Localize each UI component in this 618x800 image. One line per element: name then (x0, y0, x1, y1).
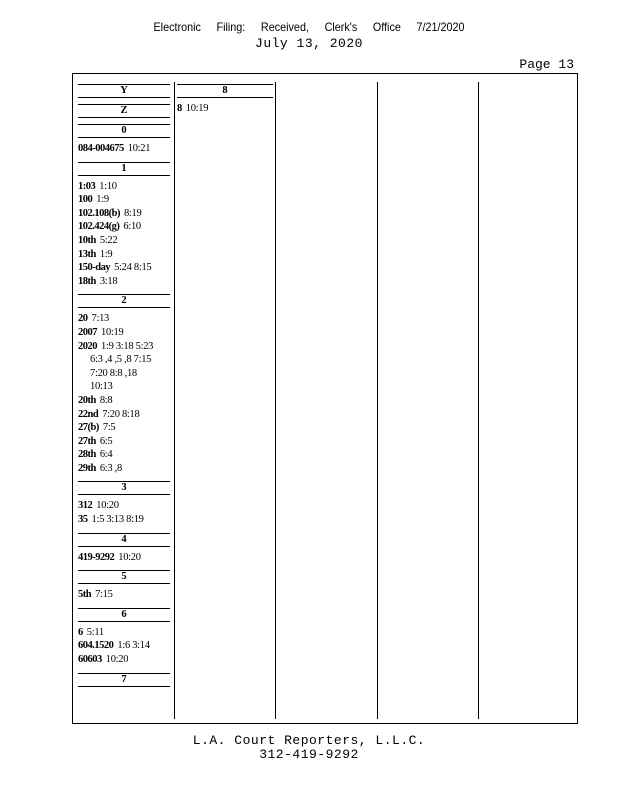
index-entry (177, 102, 273, 116)
page-line-refs: 6:10 (123, 221, 141, 233)
court-reporter-name: L.A. Court Reporters, L.L.C. (192, 733, 426, 748)
court-reporter-phone: 312-419-9292 (259, 747, 359, 762)
index-word: 22nd (78, 408, 99, 420)
page-line-refs: 10:20 (118, 551, 141, 563)
index-word: 10th (78, 234, 96, 246)
index-entry (78, 653, 170, 667)
page-line-refs: 1:9 3:18 5:23 (101, 340, 154, 352)
section-letter: 5 (78, 570, 170, 584)
index-word: 8 (177, 103, 182, 114)
index-word: 20 (78, 313, 88, 325)
index-section (78, 104, 170, 118)
document-date: July 13, 2020 (255, 36, 363, 51)
index-entry (78, 421, 170, 435)
page-line-refs: 10:19 (101, 326, 124, 338)
index-entry (78, 462, 170, 476)
page-line-refs: 5:22 (99, 234, 118, 246)
page-line-refs: 5:11 (86, 626, 104, 638)
index-word: 312 (78, 500, 93, 512)
page-line-refs: 7:20 8:8 ,18 (90, 367, 137, 379)
index-word: 27(b) (78, 422, 99, 434)
index-entry (78, 180, 170, 194)
index-section (78, 84, 170, 98)
index-entry (78, 275, 170, 289)
index-entry (78, 248, 170, 262)
index-section (78, 124, 170, 156)
page-line-refs: 1:5 3:13 8:19 (91, 514, 144, 526)
section-letter: Y (78, 84, 170, 98)
page-line-refs: 1:6 3:14 (117, 640, 150, 652)
page-line-refs: 6:4 (99, 449, 113, 461)
page-number: Page 13 (519, 57, 574, 72)
page-line-refs: 7:15 (95, 589, 113, 601)
page-line-refs: 6:3 ,4 ,5 ,8 7:15 (90, 354, 152, 366)
index-entry (78, 448, 170, 462)
index-word: 29th (78, 462, 96, 474)
section-letter: 2 (78, 294, 170, 308)
section-letter: 3 (78, 481, 170, 495)
section-letter: 4 (78, 533, 170, 547)
stamp-word: Electronic (153, 20, 201, 34)
stamp-word: 7/21/2020 (416, 20, 465, 34)
page-line-refs: 8:19 (123, 207, 142, 219)
page-line-refs: 7:20 8:18 (102, 408, 140, 420)
section-letter: 0 (78, 124, 170, 138)
index-entry (78, 513, 170, 527)
index-entry (78, 312, 170, 326)
stamp-word: Filing: (216, 20, 246, 34)
index-word: 102.108(b) (78, 207, 120, 219)
page-line-refs: 10:20 (96, 500, 119, 512)
page-line-refs: 1:9 (96, 194, 109, 206)
index-word: 35 (78, 514, 88, 526)
index-word: 1:03 (78, 180, 96, 192)
index-word: 27th (78, 435, 96, 447)
index-section (78, 162, 170, 289)
index-column-1 (78, 84, 170, 693)
index-word: 5th (78, 589, 92, 601)
page-line-refs: 7:13 (91, 313, 109, 325)
index-section (177, 84, 273, 116)
column-divider (478, 82, 479, 719)
page-line-refs: 3:18 (99, 275, 118, 287)
index-word: 6 (78, 626, 83, 638)
index-entry (78, 261, 170, 275)
index-section (78, 608, 170, 667)
page-line-refs: 6:5 (99, 435, 113, 447)
page-line-refs: 7:5 (102, 422, 116, 434)
index-word: 100 (78, 194, 93, 206)
index-entry (78, 193, 170, 207)
index-section (78, 673, 170, 687)
index-entry (78, 588, 170, 602)
page-line-refs: 6:3 ,8 (99, 462, 122, 474)
index-entry (78, 626, 170, 640)
stamp-word: Clerk's (324, 20, 358, 34)
index-word: 20th (78, 394, 96, 406)
index-word: 2007 (78, 326, 97, 338)
column-divider (275, 82, 276, 719)
page-line-refs: 8:8 (99, 394, 113, 406)
section-letter: 7 (78, 673, 170, 687)
index-word: 419-9292 (78, 551, 115, 563)
index-word: 150-day (78, 262, 111, 274)
index-entry (78, 220, 170, 234)
index-word: 13th (78, 248, 96, 260)
index-entry (78, 435, 170, 449)
page-line-refs: 1:10 (99, 180, 117, 192)
page-line-refs: 1:9 (99, 248, 113, 260)
stamp-word: Received, (260, 20, 309, 34)
index-word: 604.1520 (78, 640, 114, 652)
index-entry (78, 142, 170, 156)
index-entry (78, 326, 170, 340)
column-divider (174, 82, 175, 719)
index-word: 60603 (78, 654, 102, 666)
index-section (78, 294, 170, 475)
index-word: 18th (78, 275, 96, 287)
index-entry (78, 207, 170, 221)
stamp-word: Office (372, 20, 401, 34)
index-entry (78, 340, 170, 394)
index-section (78, 570, 170, 602)
page-line-refs: 10:21 (127, 143, 151, 154)
index-section (78, 481, 170, 526)
column-divider (377, 82, 378, 719)
index-entry (78, 234, 170, 248)
index-word: 2020 (78, 340, 97, 352)
index-entry (78, 499, 170, 513)
section-letter: 1 (78, 162, 170, 176)
index-section (78, 533, 170, 565)
page-line-refs: 10:20 (105, 654, 129, 666)
index-entry (78, 408, 170, 422)
page-line-refs: 10:13 (90, 381, 113, 393)
index-entry (78, 551, 170, 565)
index-word: 28th (78, 449, 96, 461)
index-word: 084-004675 (78, 143, 124, 154)
section-letter: Z (78, 104, 170, 118)
filing-stamp (31, 20, 587, 34)
index-entry (78, 394, 170, 408)
section-letter: 8 (177, 84, 273, 98)
word-index-frame (72, 73, 578, 724)
index-word: 102.424(g) (78, 221, 120, 233)
index-column-2 (177, 84, 273, 122)
page-line-refs: 5:24 8:15 (114, 262, 152, 274)
page-line-refs: 10:19 (185, 103, 209, 114)
section-letter: 6 (78, 608, 170, 622)
index-entry (78, 639, 170, 653)
